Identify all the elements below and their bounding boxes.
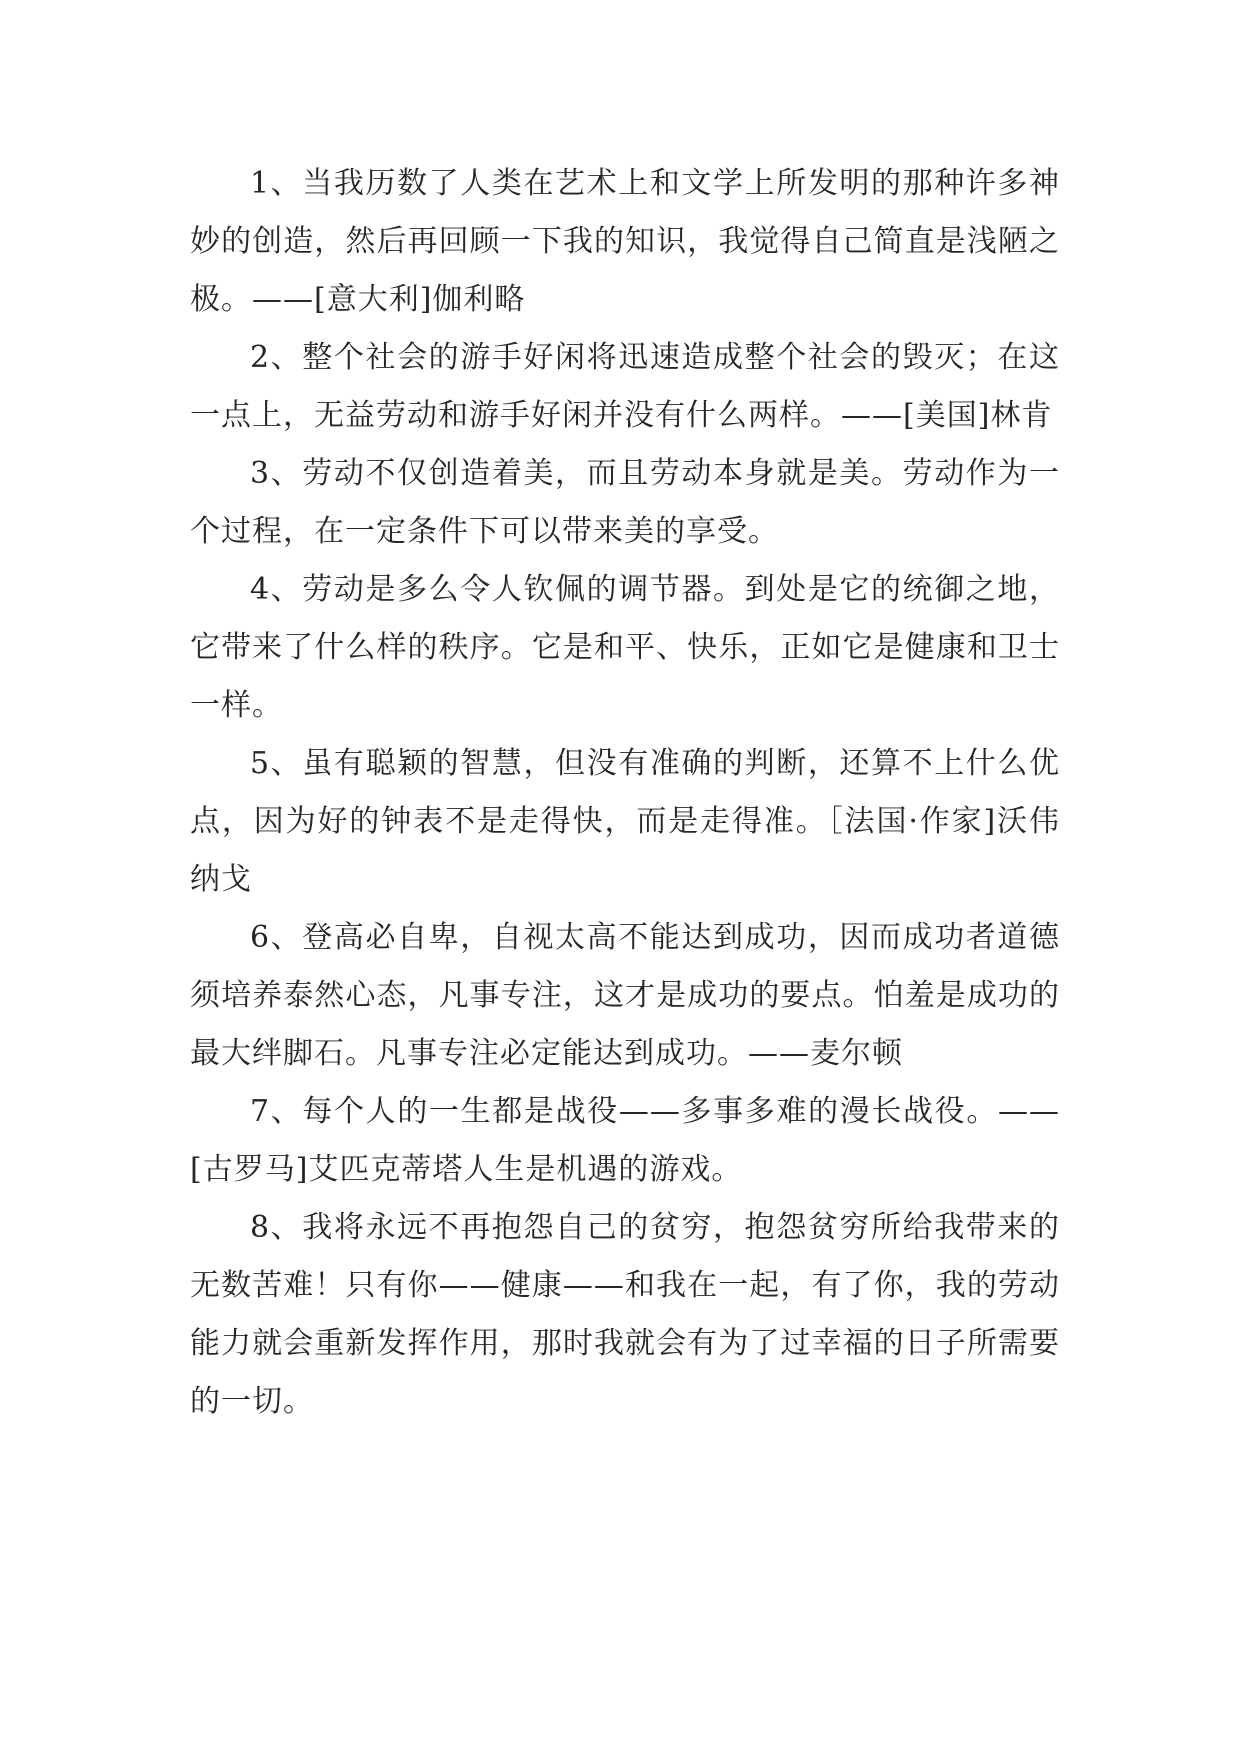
quote-paragraph-8: 8、我将永远不再抱怨自己的贫穷，抱怨贫穷所给我带来的无数苦难！只有你——健康——和我在一起，有了你，我的劳动能力就会重新发挥作用，那时我就会有为了过幸福的日子所需要的一切。 bbox=[190, 1210, 1060, 1419]
quote-paragraph-7: 7、每个人的一生都是战役——多事多难的漫长战役。——[古罗马]艾匹克蒂塔人生是机遇的游戏。 bbox=[190, 1094, 1060, 1187]
quote-paragraph-4: 4、劳动是多么令人钦佩的调节器。到处是它的统御之地，它带来了什么样的秩序。它是和平、快乐，正如它是健康和卫士一样。 bbox=[190, 572, 1060, 723]
quote-paragraph-6: 6、登高必自卑，自视太高不能达到成功，因而成功者道德须培养泰然心态，凡事专注，这才是成功的要点。怕羞是成功的最大绊脚石。凡事专注必定能达到成功。——麦尔顿 bbox=[190, 920, 1060, 1071]
quote-paragraph-2: 2、整个社会的游手好闲将迅速造成整个社会的毁灭；在这一点上，无益劳动和游手好闲并没有什么两样。——[美国]林肯 bbox=[190, 340, 1060, 433]
quote-paragraph-1: 1、当我历数了人类在艺术上和文学上所发明的那种许多神妙的创造，然后再回顾一下我的知识，我觉得自己简直是浅陋之极。——[意大利]伽利略 bbox=[190, 166, 1060, 317]
quote-paragraph-5: 5、虽有聪颖的智慧，但没有准确的判断，还算不上什么优点，因为好的钟表不是走得快，而是走得准。［法国·作家]沃伟纳戈 bbox=[190, 746, 1060, 897]
quote-paragraph-3: 3、劳动不仅创造着美，而且劳动本身就是美。劳动作为一个过程，在一定条件下可以带来美的享受。 bbox=[190, 456, 1060, 549]
quotes-body bbox=[190, 155, 1060, 1431]
